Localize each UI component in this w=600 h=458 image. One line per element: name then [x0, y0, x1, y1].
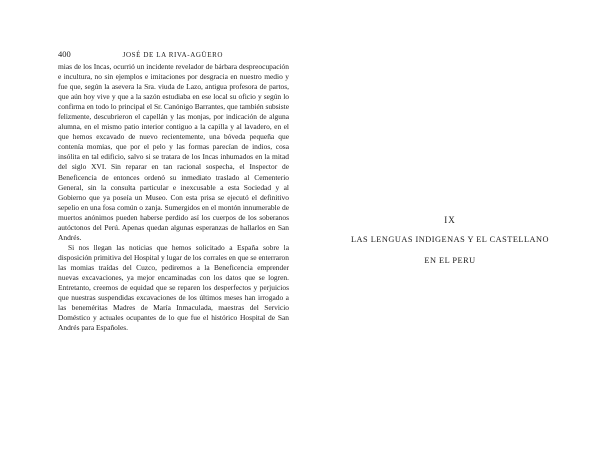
chapter-number: IX — [444, 215, 456, 225]
chapter-title-line-2: EN EL PERU — [424, 256, 476, 265]
chapter-title-line-1: LAS LENGUAS INDIGENAS Y EL CASTELLANO — [350, 235, 550, 244]
paragraph-2: Si nos llegan las noticias que hemos solicitado a España sobre la disposición primitiva del Hospital y lugar de los corrales en que se enterraron las momias traídas del Cuzco, pediremos a la Beneficencia emprender nuevas excavaciones, ya mejor encaminadas con los datos que se logren. Entretanto, creemos de equidad que se reparen los desperfectos y perjuicios que nuestras suspendidas excavaciones de los últimos meses han irrogado a las beneméritas Madres de María Inmaculada, maestras del Servicio Doméstico y actuales ocupantes de lo que fue el histórico Hospital de San Andrés para Españoles. — [58, 242, 289, 333]
paragraph-1: mias de los Incas, ocurrió un incidente revelador de bárbara despreocupación e incultura, no sin ejemplos e imitaciones por desgracia en nuestro medio y fue que, según la asevera la Sra. viuda de Lazo, antigua profesora de partos, que aún hoy vive y que a la sazón estudiaba en ese local su oficio y según lo confirma en todo lo principal el Sr. Canónigo Barrantes, que también subsiste felizmente, descubrieron el capellán y las monjas, por indicación de alguna alumna, en el mismo patio interior contiguo a la capilla y al lavadero, en el que hemos excavado de nuevo recientemente, una bóveda pequeña que contenía momias, que por el pelo y las formas parecían de indios, cosa insólita en tal edificio, salvo si se tratara de los Incas inhumados en la mitad del siglo XVI. Sin reparar en tan racional sospecha, el Inspector de Beneficencia de entonces ordenó su inmediato traslado al Cementerio General, sin la consulta particular e inexcusable a esta Sociedad y al Gobierno que ya poseía un Museo. Con esta prisa se ejecutó el definitivo sepelio en una fosa común o zanja. Sumergidos en el montón innumerable de muertos anónimos pueden haberse perdido así los cuerpos de los soberanos autóctonos del Perú. Apenas quedan algunas esperanzas de hallarlos en San Andrés. — [58, 62, 289, 242]
page-number: 400 — [58, 49, 71, 59]
running-head: JOSÉ DE LA RIVA-AGÜERO — [122, 51, 224, 59]
body-text — [58, 62, 289, 333]
page-header — [58, 49, 278, 60]
right-page — [300, 0, 600, 458]
